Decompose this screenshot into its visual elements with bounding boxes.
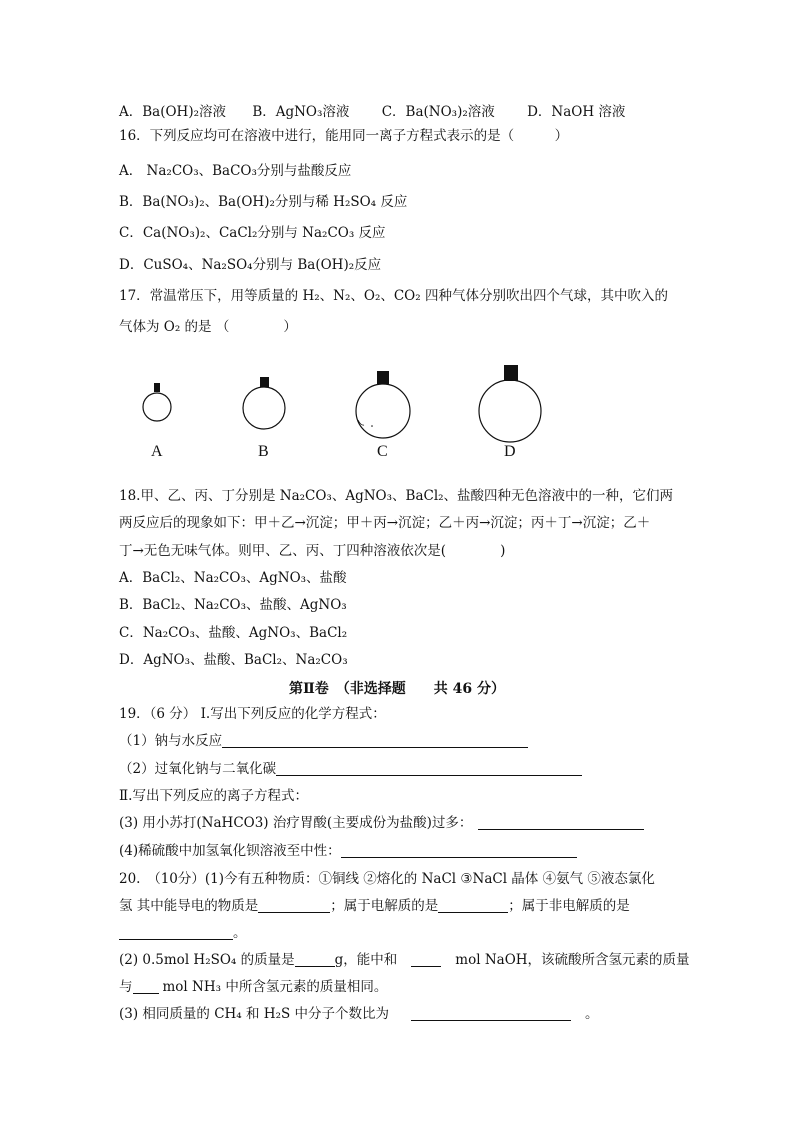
q20-conductor-label: 氢 其中能导电的物质是: [119, 898, 259, 914]
q20-electrolyte-label: ；属于电解质的是: [330, 898, 439, 914]
q19-part-2-label: （2）过氧化钠与二氧化碳: [119, 761, 277, 777]
q19-part-4: [119, 842, 577, 860]
balloon-d: [479, 365, 541, 442]
q20-mass-blank[interactable]: [295, 952, 335, 967]
q20-line-1: 20. （10分）(1)今有五种物质：①铜线 ②熔化的 NaCl ③NaCl 晶体 ④氨气 ⑤液态氯化: [119, 871, 655, 887]
q20-with-label: 与: [119, 979, 133, 995]
q19-part-3-label: (3) 用小苏打(NaHCO3) 治疗胃酸(主要成份为盐酸)过多：: [119, 815, 473, 831]
q17-stem-line2: 气体为 O₂ 的是 （ ）: [119, 319, 297, 335]
q19-part-2: [119, 760, 582, 778]
q20-nh3-label: mol NH₃ 中所含氢元素的质量相同。: [162, 979, 388, 995]
balloon-label-c: C: [377, 443, 388, 460]
q20-line-2: [119, 897, 630, 915]
q20-naoh-label: mol NaOH，该硫酸所含氢元素的质量: [455, 952, 690, 968]
q20-mass-label: (2) 0.5mol H₂SO₄ 的质量是: [119, 952, 295, 968]
q15-option-d: D．NaOH 溶液: [527, 104, 626, 120]
q20-ratio-label: (3) 相同质量的 CH₄ 和 H₂S 中分子个数比为: [119, 1006, 390, 1022]
q19-part-4-label: (4)稀硫酸中加氢氧化钡溶液至中性：: [119, 843, 341, 859]
q18-option-d: D．AgNO₃、盐酸、BaCl₂、Na₂CO₃: [119, 652, 348, 668]
q19-part-3-blank[interactable]: [478, 815, 644, 830]
balloon-b: [243, 377, 285, 429]
q20-nonelectrolyte-blank[interactable]: [119, 925, 233, 940]
q19-part-1: [119, 732, 528, 750]
q16-option-a: A． Na₂CO₃、BaCO₃分别与盐酸反应: [119, 163, 352, 179]
q20-nh3-blank[interactable]: [133, 979, 159, 994]
q19-part-4-blank[interactable]: [341, 843, 577, 858]
q20-electrolyte-blank[interactable]: [438, 898, 508, 913]
q19-part-1-label: （1）钠与水反应: [119, 733, 223, 749]
q15-option-b: B．AgNO₃溶液: [252, 104, 350, 120]
section-2-title: 第Ⅱ卷 （非选择题 共 46 分）: [288, 681, 506, 697]
q20-line-3: [119, 924, 247, 942]
balloon-label-b: B: [258, 443, 269, 460]
balloon-a: [143, 383, 171, 421]
q19-part-3: [119, 814, 644, 832]
balloon-label-d: D: [504, 443, 516, 460]
q19-part-2-blank[interactable]: [276, 761, 582, 776]
q19-part-1-blank[interactable]: [222, 733, 528, 748]
balloon-c: [356, 371, 410, 438]
q20-conductor-blank[interactable]: [258, 898, 330, 913]
q17-stem-line1: 17．常温常压下，用等质量的 H₂、N₂、O₂、CO₂ 四种气体分别吹出四个气球，其中吹入的: [119, 288, 668, 304]
q18-option-c: C．Na₂CO₃、盐酸、AgNO₃、BaCl₂: [119, 625, 348, 641]
q20-naoh-blank[interactable]: [411, 952, 441, 967]
q16-option-c: C．Ca(NO₃)₂、CaCl₂分别与 Na₂CO₃ 反应: [119, 225, 386, 241]
q20-ratio-blank[interactable]: [411, 1006, 571, 1021]
q15-option-c: C．Ba(NO₃)₂溶液: [381, 104, 495, 120]
q20-part-3: [119, 1005, 599, 1023]
q18-stem-line3: 丁→无色无味气体。则甲、乙、丙、丁四种溶液依次是( ): [119, 543, 506, 559]
balloon-label-a: A: [151, 443, 163, 460]
q18-stem-line2: 两反应后的现象如下：甲＋乙→沉淀；甲＋丙→沉淀；乙＋丙→沉淀；丙＋丁→沉淀；乙＋: [119, 515, 651, 531]
q18-option-b: B．BaCl₂、Na₂CO₃、盐酸、AgNO₃: [119, 597, 347, 613]
q20-part-2-line2: [119, 978, 387, 996]
q20-part-2-line1: [119, 951, 690, 969]
q19-part-ii: Ⅱ.写出下列反应的离子方程式：: [119, 788, 308, 804]
q19-stem: 19．（6 分） Ⅰ.写出下列反应的化学方程式：: [119, 706, 386, 722]
q18-stem-line1: 18.甲、乙、丙、丁分别是 Na₂CO₃、AgNO₃、BaCl₂、盐酸四种无色溶液中的一种，它们两: [119, 488, 674, 504]
q15-option-a: A．Ba(OH)₂溶液: [119, 104, 227, 120]
q20-part-3-end: 。: [585, 1006, 599, 1022]
q20-neutralize-label: g，能中和: [334, 952, 398, 968]
q18-option-a: A．BaCl₂、Na₂CO₃、AgNO₃、盐酸: [119, 570, 347, 586]
q16-option-b: B．Ba(NO₃)₂、Ba(OH)₂分别与稀 H₂SO₄ 反应: [119, 194, 408, 210]
q20-nonelectrolyte-label: ；属于非电解质的是: [508, 898, 630, 914]
q20-line-3-end: 。: [233, 925, 247, 941]
q16-option-d: D．CuSO₄、Na₂SO₄分别与 Ba(OH)₂反应: [119, 257, 382, 273]
q16-stem: 16．下列反应均可在溶液中进行，能用同一离子方程式表示的是（ ）: [119, 128, 569, 144]
